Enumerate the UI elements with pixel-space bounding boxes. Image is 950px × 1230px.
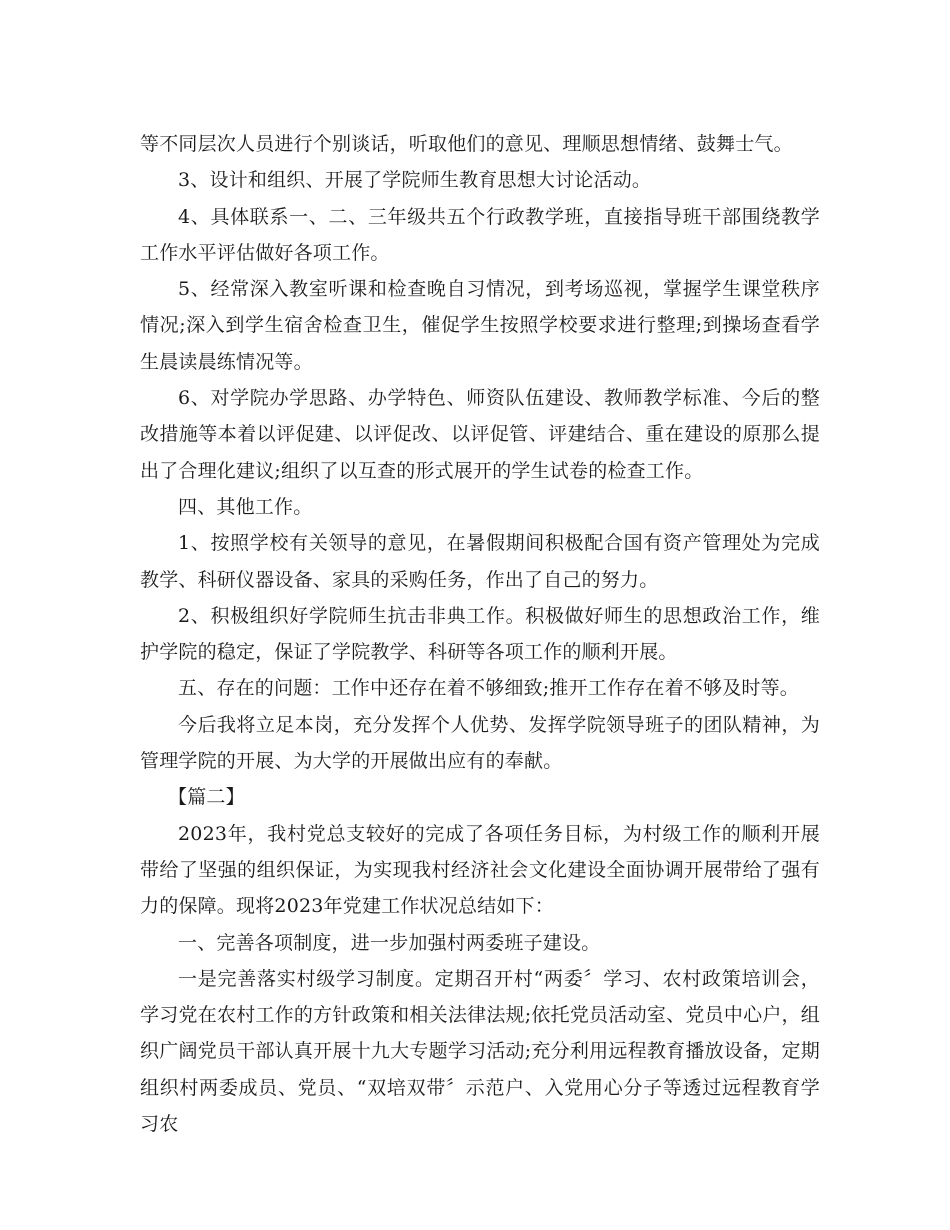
paragraph-item-5: 5、经常深入教室听课和检查晚自习情况，到考场巡视，掌握学生课堂秩序情况;深入到学生宿舍检查卫生，催促学生按照学校要求进行整理;到操场查看学生晨读晨练情况等。 [140,278,820,373]
paragraph-item-6: 6、对学院办学思路、办学特色、师资队伍建设、教师教学标准、今后的整改措施等本着以评促建、以评促改、以评促管、评建结合、重在建设的原那么提出了合理化建议;组织了以互查的形式展开的学生试卷的检查工作。 [140,387,820,482]
paragraph-outlook: 今后我将立足本岗，充分发挥个人优势、发挥学院领导班子的团队精神，为管理学院的开展、为大学的开展做出应有的奉献。 [140,713,820,773]
paragraph-item-4: 4、具体联系一、二、三年级共五个行政教学班，直接指导班干部围绕教学工作水平评估做好各项工作。 [140,205,820,264]
section-heading-systems: 一、完善各项制度，进一步加强村两委班子建设。 [178,931,601,954]
paragraph-2023-intro: 2023年，我村党总支较好的完成了各项任务目标，为村级工作的顺利开展带给了坚强的组织保证，为实现我村经济社会文化建设全面协调开展带给了强有力的保障。现将2023年党建工作状况总结如下： [140,822,820,918]
paragraph-study-system: 一是完善落实村级学习制度。定期召开村“两委〞学习、农村政策培训会，学习党在农村工作的方针政策和相关法律法规;依托党员活动室、党员中心户，组织广阔党员干部认真开展十九大专题学习活动;充分利用远程教育播放设备，定期组织村两委成员、党员、“双培双带〞示范户、入党用心分子等透过远程教育学习农 [140,967,820,1136]
section-heading-problems: 五、存在的问题：工作中还存在着不够细致;推开工作存在着不够及时等。 [178,677,800,700]
paragraph-continued-talks: 等不同层次人员进行个别谈话，听取他们的意见、理顺思想情绪、鼓舞士气。 [140,133,793,155]
section-heading-other-work: 四、其他工作。 [178,495,313,518]
paragraph-item-3: 3、设计和组织、开展了学院师生教育思想大讨论活动。 [178,169,652,192]
document-body [140,126,820,1142]
paragraph-other-2: 2、积极组织好学院师生抗击非典工作。积极做好师生的思想政治工作，维护学院的稳定，保证了学院教学、科研等各项工作的顺利开展。 [140,604,820,664]
paragraph-other-1: 1、按照学校有关领导的意见，在暑假期间积极配合国有资产管理处为完成教学、科研仪器设备、家具的采购任务，作出了自己的努力。 [140,532,820,591]
part-two-heading: 【篇二】 [168,786,245,809]
